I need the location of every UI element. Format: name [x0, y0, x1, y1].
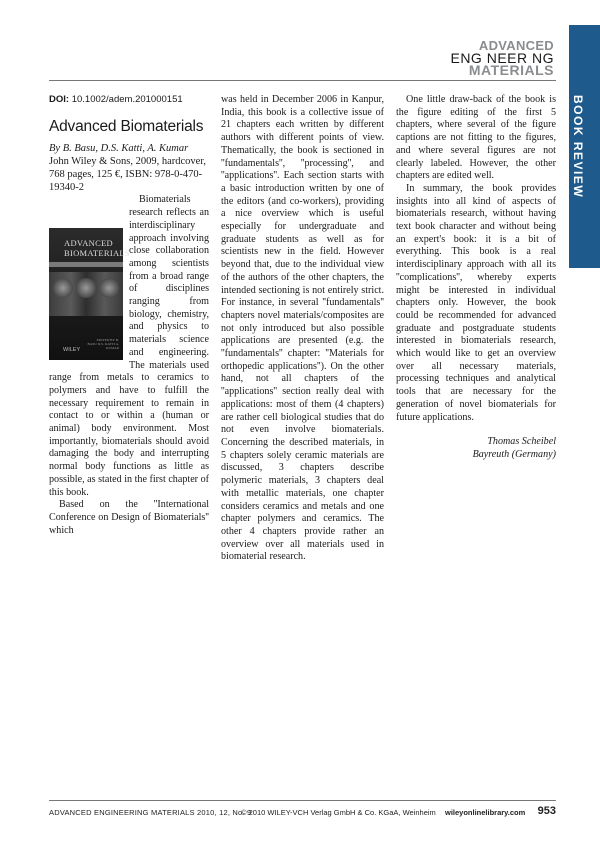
section-tab: [569, 25, 600, 268]
section-tab-label: BOOK REVIEW: [571, 95, 585, 199]
doi-value[interactable]: 10.1002/adem.201000151: [71, 94, 183, 105]
logo-line-2: ENG NEER NG: [450, 50, 554, 66]
paragraph-1-wrap: [49, 194, 209, 499]
cover-editors: EDITED BY B. BASU D.S. KATTI A. KUMAR: [87, 338, 119, 351]
paragraph-4: In summary, the book provides insights into all kind of aspects of biomaterials research, without having text book character and without being an expert's book: it is a bit of everything. This book is a real interdisciplinary approach with all its ''complications'', whereby experts might be interested in individual chapters only. However, the book could be recommended for advanced graduate and postgraduate students interested in biomaterials research, which would like to get an overview over all necessary materials, processing techniques and analytical tools that are necessary for the generation of novel biomaterials for future applications.: [396, 182, 556, 423]
footer-journal: ADVANCED ENGINEERING MATERIALS 2010, 12, No. 9: [49, 808, 252, 817]
column-1: [49, 94, 209, 537]
reviewer-location: Bayreuth (Germany): [472, 448, 556, 460]
doi-line: [49, 94, 209, 107]
cover-title: ADVANCED BIOMATERIALS: [64, 238, 130, 259]
paragraph-1: ADVANCED BIOMATERIALS EDITED BY B. BASU D.S. KATTI A. KUMAR WILEY Biomaterials research reflects an interdisciplinary approach involving close collaboration among scientists from a broad range of disciplines ranging from biology, chemistry, and physics to materials science and engineering. The materials used range from metals to ceramics to polymers and have to fulfill the necessary requirement to remain in contact to or within a (human or animal) body environment. Most importantly, biomaterials should avoid damaging the body and interrupting normal body functions as little as possible, as stated in the first chapter of this book.: [49, 194, 209, 498]
paragraph-2-start: Based on the ''International Conference on Design of Biomaterials'' which: [49, 499, 209, 536]
reviewer-signature: [396, 436, 556, 461]
column-3: [396, 94, 556, 462]
doi-label: DOI:: [49, 94, 70, 105]
footer-copyright: © 2010 WILEY-VCH Verlag GmbH & Co. KGaA, Weinheim: [241, 808, 436, 817]
journal-logo: [450, 40, 554, 76]
reviewer-name: Thomas Scheibel: [487, 436, 556, 448]
cover-publisher-logo: WILEY: [63, 346, 81, 353]
book-publication-info: John Wiley & Sons, 2009, hardcover, 768 pages, 125 €, ISBN: 978-0-470-19340-2: [49, 156, 207, 194]
logo-line-3: MATERIALS: [468, 62, 554, 78]
column-2: [221, 94, 384, 564]
page-number: 953: [537, 805, 556, 817]
paragraph-2: was held in December 2006 in Kanpur, India, this book is a collective issue of 21 chapters each written by different authors with different points of view. Thematically, the book is sectioned in ''fundamentals'', ''processing'', and ''applications''. Each section starts with a basic introduction written by one of the editors (and co-workers), providing a nice overview which is useful especially for undergraduate and graduate students as well as for scientists new in the field. However beyond that, due to the individual view of the authors of the other chapters, the intended sectioning is not entirely strict. For instance, in several ''fundamentals'' chapters novel materials/composites are not only introduced but also possible applications are presented (e.g. the ''fundamentals'' chapter: ''Materials for orthopedic applications''). On the other hand, not all chapters of the ''applications'' section really deal with applications: most of them (4 chapters) are rather cell biological studies that do not even involve biomaterials. Concerning the described materials, in 5 chapters solely ceramic materials are discussed, 3 chapters describe polymeric materials, 3 chapters deal with metallic materials, one chapter considers ceramics and metals and one chapter polymers and ceramics. The other 4 chapters provide rather an overview over all materials used in biomaterial research.: [221, 94, 384, 563]
article-title: Advanced Biomaterials: [49, 117, 204, 135]
header-divider: [49, 80, 556, 81]
book-cover-image: [49, 228, 130, 360]
footer-divider: [49, 800, 556, 801]
footer-website-link[interactable]: wileyonlinelibrary.com: [445, 808, 526, 817]
paragraph-3: One little draw-back of the book is the figure editing of the first 5 chapters, where several of the figure captions are not fitting to the figures, and where several figures are not clearly labeled. However, the other chapters are edited well.: [396, 94, 556, 182]
book-authors: By B. Basu, D.S. Katti, A. Kumar: [49, 143, 189, 155]
logo-line-1: ADVANCED: [478, 38, 554, 53]
